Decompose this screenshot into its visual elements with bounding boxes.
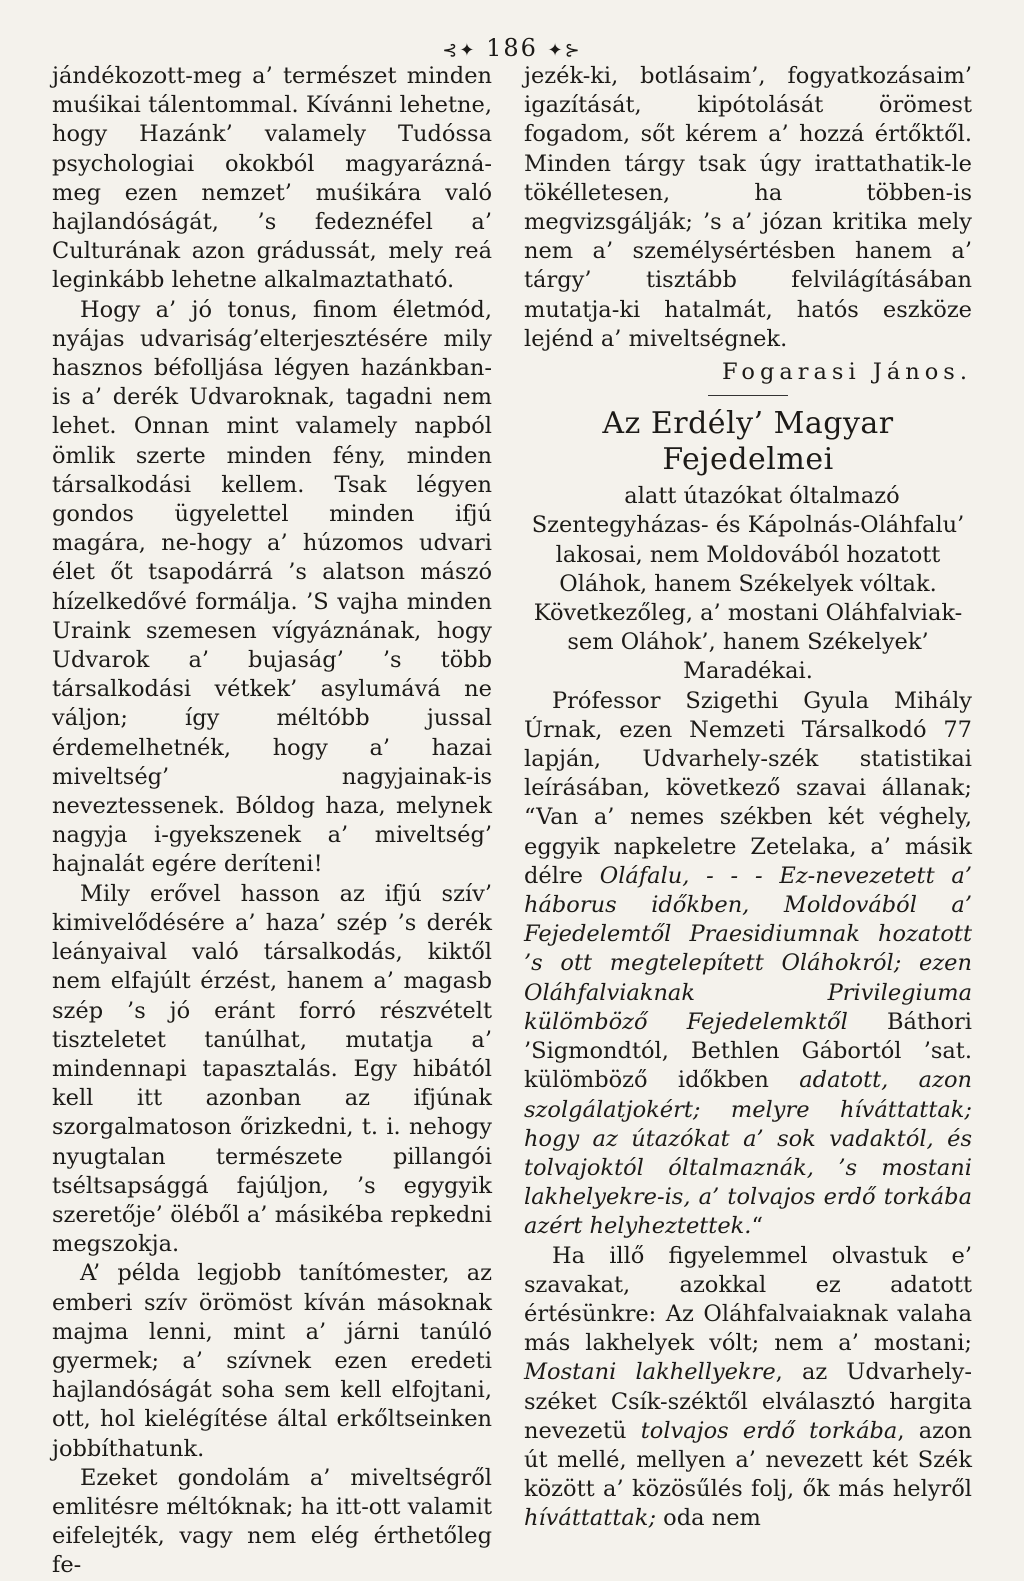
article-heading: Az Erdély’ Magyar Fejedelmei: [602, 406, 894, 478]
paragraph: [524, 687, 972, 1242]
text: Ha illő figyelemmel olvastuk e’ szavakat, azokkal ez adatott értésünkre: Az Oláhfalvaiaknak valaha más lakhelyek vólt; nem a’ mostani;: [524, 1242, 972, 1357]
text: , az Udvarhely-széket Csík-széktől elválasztó hargita nevezetü: [524, 1359, 972, 1444]
author-signature: Fogarasi János.: [722, 359, 972, 386]
paragraph: Hogy a’ jó tonus, finom életmód, nyájas udvariság’elterjesztésére mily hasznos béfolljása légyen hazánkban-is a’ derék Udvaroknak, tagadni nem lehet. Onnan mint valamely napból ömlik szerte minden fény, minden társalkodási kellem. Tsak légyen gondos ügyelettel minden ifjú magára, ne-hogy a’ húzomos udvari élet őt tsapodárrá ’s alatson mászó hízelkedővé formálja. ’S vajha minden Uraink szemesen vígyáznának, hogy Udvarok a’ bujaság’ ’s több társalkodási vétkek’ asylumává ne váljon; így méltóbb jussal érdemelhetnék, hogy a’ hazai miveltség’ nagyjainak-is neveztessenek. Bóldog haza, melynek nagyja i-gyekszenek a’ miveltség’ hajnalát egére deríteni!: [52, 296, 492, 878]
page-number: 186: [486, 34, 538, 62]
text: “: [751, 1213, 763, 1240]
italic-text: híváttattak;: [524, 1505, 657, 1532]
text: Báthori ’Sigmondtól, Bethlen Gábortól ’sat. külömböző időkben: [524, 1008, 972, 1094]
ornament-left-icon: ⊰✦: [442, 40, 477, 61]
page-header: [0, 34, 1024, 62]
italic-quote: adatott, azon szolgálatjokért; melyre híváttattak; hogy az útazókat a’ sok vadaktól, és tolvajoktól óltalmaznák, ’s mostani lakhelyekre-is, a’ tolvajos erdő torkába azért helyheztettek.: [524, 1067, 972, 1240]
divider: [708, 395, 788, 396]
text: oda nem: [656, 1505, 761, 1532]
text: , azon út mellé, mellyen a’ nevezett két Szék között a’ közösűlés folj, ők más helyről: [524, 1417, 972, 1503]
italic-text: Mostani lakhellyekre: [524, 1359, 776, 1386]
italic-text: tolvajos erdő torkába: [640, 1417, 898, 1444]
right-column: [524, 62, 972, 1534]
paragraph: A’ példa legjobb tanítómester, az emberi szív örömöst kíván másoknak majma lenni, mint a’ járni tanúló gyermek; a’ szívnek ezen eredeti hajlandóságát soha sem kell elfojtani, ott, hol kielégítése által erkőltseinken jobbíthatunk.: [52, 1260, 492, 1462]
italic-quote: Oláfalu, - - - Ez-nevezetett a’ háborus időkben, Moldovából a’ Fejedelemtől Praesidiumnak hozatott ’s ott megtelepített Oláhokról; ezen Oláhfalviaknak Privilegiuma külömböző Fejedelemktől: [524, 862, 972, 1035]
paragraph: jándékozott-meg a’ természet minden muśikai tálentommal. Kívánni lehetne, hogy Hazánk’ valamely Tudóssa psychologiai okokból magyarázná-meg ezen nemzet’ muśikára való hajlandóságát, ’s fedeznéfel a’ Culturának azon grádussát, mely reá leginkább lehetne alkalmaztatható.: [52, 63, 492, 294]
paragraph: jezék-ki, botlásaim’, fogyatkozásaim’ igazítását, kipótolását örömest fogadom, sőt kérem a’ hozzá értőktől. Minden tárgy tsak úgy irattathatik-le tökélletesen, ha többen-is megvizsgálják; ’s a’ józan kritika mely nem a’ személysértésben hanem a’ tárgy’ tisztább felvilágításában mutatja-ki hatalmát, hatós eszköze lejénd a’ miveltségnek.: [524, 63, 972, 352]
article-subtitle: alatt útazókat óltalmazó Szentegyházas- és Kápolnás-Oláhfalu’ lakosai, nem Moldovából hozatott Oláhok, hanem Székelyek vóltak. Következőleg, a’ mostani Oláhfalviak-sem Oláhok’, hanem Székelyek’ Maradékai.: [531, 483, 965, 685]
paragraph: Ezeket gondolám a’ miveltségről emlitésre méltóknak; ha itt-ott valamit eifelejték, vagy nem elég érthetőleg fe-: [52, 1464, 492, 1579]
text: Prófessor Szigethi Gyula Mihály Úrnak, ezen Nemzeti Társalkodó 77 lapján, Udvarhely-szék statistikai leírásában, következő szavai állanak; “Van a’ nemes székben két véghely, eggyik napkeletre Zetelaka, a’ másik délre: [524, 687, 972, 889]
ornament-right-icon: ✦⊱: [547, 40, 582, 61]
paragraph: Mily erővel hasson az ifjú szív’ kimivelődésére a’ haza’ szép ’s derék leányaival való társalkodás, kiktől nem elfajúlt érzést, hanem a’ magasb szép ’s jó eránt forró részvételt tiszteletet tanúlhat, mutatja a’ mindennapi tapasztalás. Egy hibától kell itt azonban az ifjúnak szorgalmatoson őrizkedni, t. i. nehogy nyugtalan természete pillangói tséltsapsággá fajúljon, ’s egygyik szeretője’ öléből a’ másikéba repkedni megszokja.: [52, 880, 492, 1258]
left-column: [52, 62, 492, 1581]
